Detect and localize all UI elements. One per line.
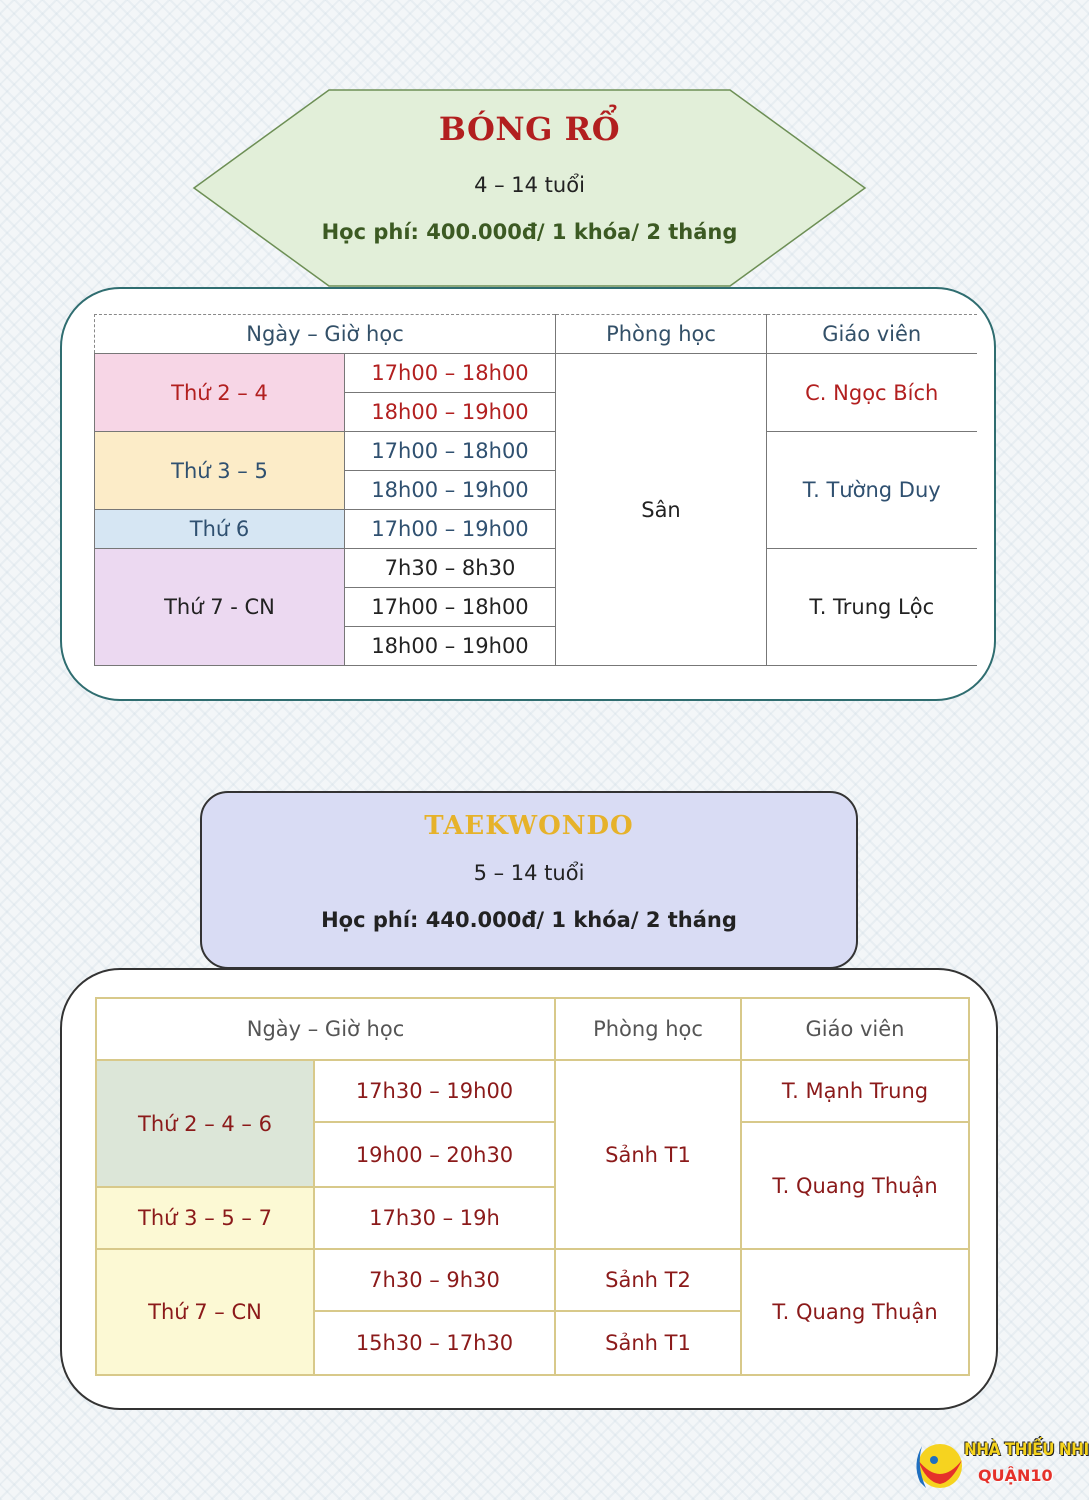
- time-cell: 17h00 – 18h00: [345, 588, 556, 627]
- teacher-cell: T. Tường Duy: [767, 432, 977, 549]
- time-cell: 17h30 – 19h: [314, 1187, 555, 1249]
- teacher-cell: T. Mạnh Trung: [741, 1060, 969, 1122]
- taekwondo-header: [200, 791, 858, 969]
- table-row: [96, 1060, 969, 1122]
- basketball-fee: Học phí: 400.000đ/ 1 khóa/ 2 tháng: [321, 220, 738, 244]
- logo: [912, 1436, 1089, 1496]
- taekwondo-age: 5 – 14 tuổi: [473, 861, 585, 885]
- day-cell: Thứ 7 - CN: [95, 549, 345, 666]
- basketball-title: BÓNG RỔ: [438, 110, 621, 148]
- taekwondo-fee: Học phí: 440.000đ/ 1 khóa/ 2 tháng: [321, 908, 737, 932]
- day-cell: Thứ 6: [95, 510, 345, 549]
- table-row: [95, 354, 977, 393]
- time-cell: 7h30 – 8h30: [345, 549, 556, 588]
- table-row: [95, 549, 977, 588]
- teacher-cell: T. Quang Thuận: [741, 1122, 969, 1249]
- time-cell: 17h00 – 18h00: [345, 432, 556, 471]
- header-schedule: Ngày – Giờ học: [96, 998, 555, 1060]
- day-cell: Thứ 2 – 4 – 6: [96, 1060, 314, 1187]
- time-cell: 18h00 – 19h00: [345, 471, 556, 510]
- logo-emblem-icon: [912, 1438, 968, 1494]
- day-cell: Thứ 2 – 4: [95, 354, 345, 432]
- room-cell: Sảnh T1: [555, 1060, 741, 1249]
- time-cell: 17h00 – 18h00: [345, 354, 556, 393]
- day-cell: Thứ 3 – 5: [95, 432, 345, 510]
- header-schedule: Ngày – Giờ học: [95, 315, 556, 354]
- room-cell: Sảnh T2: [555, 1249, 741, 1311]
- day-cell: Thứ 7 – CN: [96, 1249, 314, 1375]
- time-cell: 7h30 – 9h30: [314, 1249, 555, 1311]
- table-row: [95, 432, 977, 471]
- taekwondo-title: TAEKWONDO: [424, 811, 634, 841]
- table-row: [96, 1249, 969, 1311]
- table-header-row: [95, 315, 977, 354]
- logo-text-line1: NHÀ THIẾU NHI: [964, 1440, 1089, 1460]
- basketball-header: [192, 88, 867, 288]
- time-cell: 17h30 – 19h00: [314, 1060, 555, 1122]
- teacher-cell: T. Quang Thuận: [741, 1249, 969, 1375]
- header-room: Phòng học: [556, 315, 767, 354]
- time-cell: 18h00 – 19h00: [345, 627, 556, 666]
- logo-text-line2: QUẬN10: [978, 1466, 1053, 1485]
- basketball-schedule-table: [94, 314, 977, 666]
- taekwondo-schedule-table: [95, 997, 970, 1376]
- teacher-cell: C. Ngọc Bích: [767, 354, 977, 432]
- teacher-cell: T. Trung Lộc: [767, 549, 977, 666]
- room-cell: Sảnh T1: [555, 1311, 741, 1375]
- time-cell: 18h00 – 19h00: [345, 393, 556, 432]
- room-cell: Sân: [556, 354, 767, 666]
- header-room: Phòng học: [555, 998, 741, 1060]
- time-cell: 19h00 – 20h30: [314, 1122, 555, 1187]
- basketball-age: 4 – 14 tuổi: [474, 173, 585, 197]
- time-cell: 15h30 – 17h30: [314, 1311, 555, 1375]
- table-header-row: [96, 998, 969, 1060]
- header-teacher: Giáo viên: [741, 998, 969, 1060]
- header-teacher: Giáo viên: [767, 315, 977, 354]
- day-cell: Thứ 3 – 5 – 7: [96, 1187, 314, 1249]
- time-cell: 17h00 – 19h00: [345, 510, 556, 549]
